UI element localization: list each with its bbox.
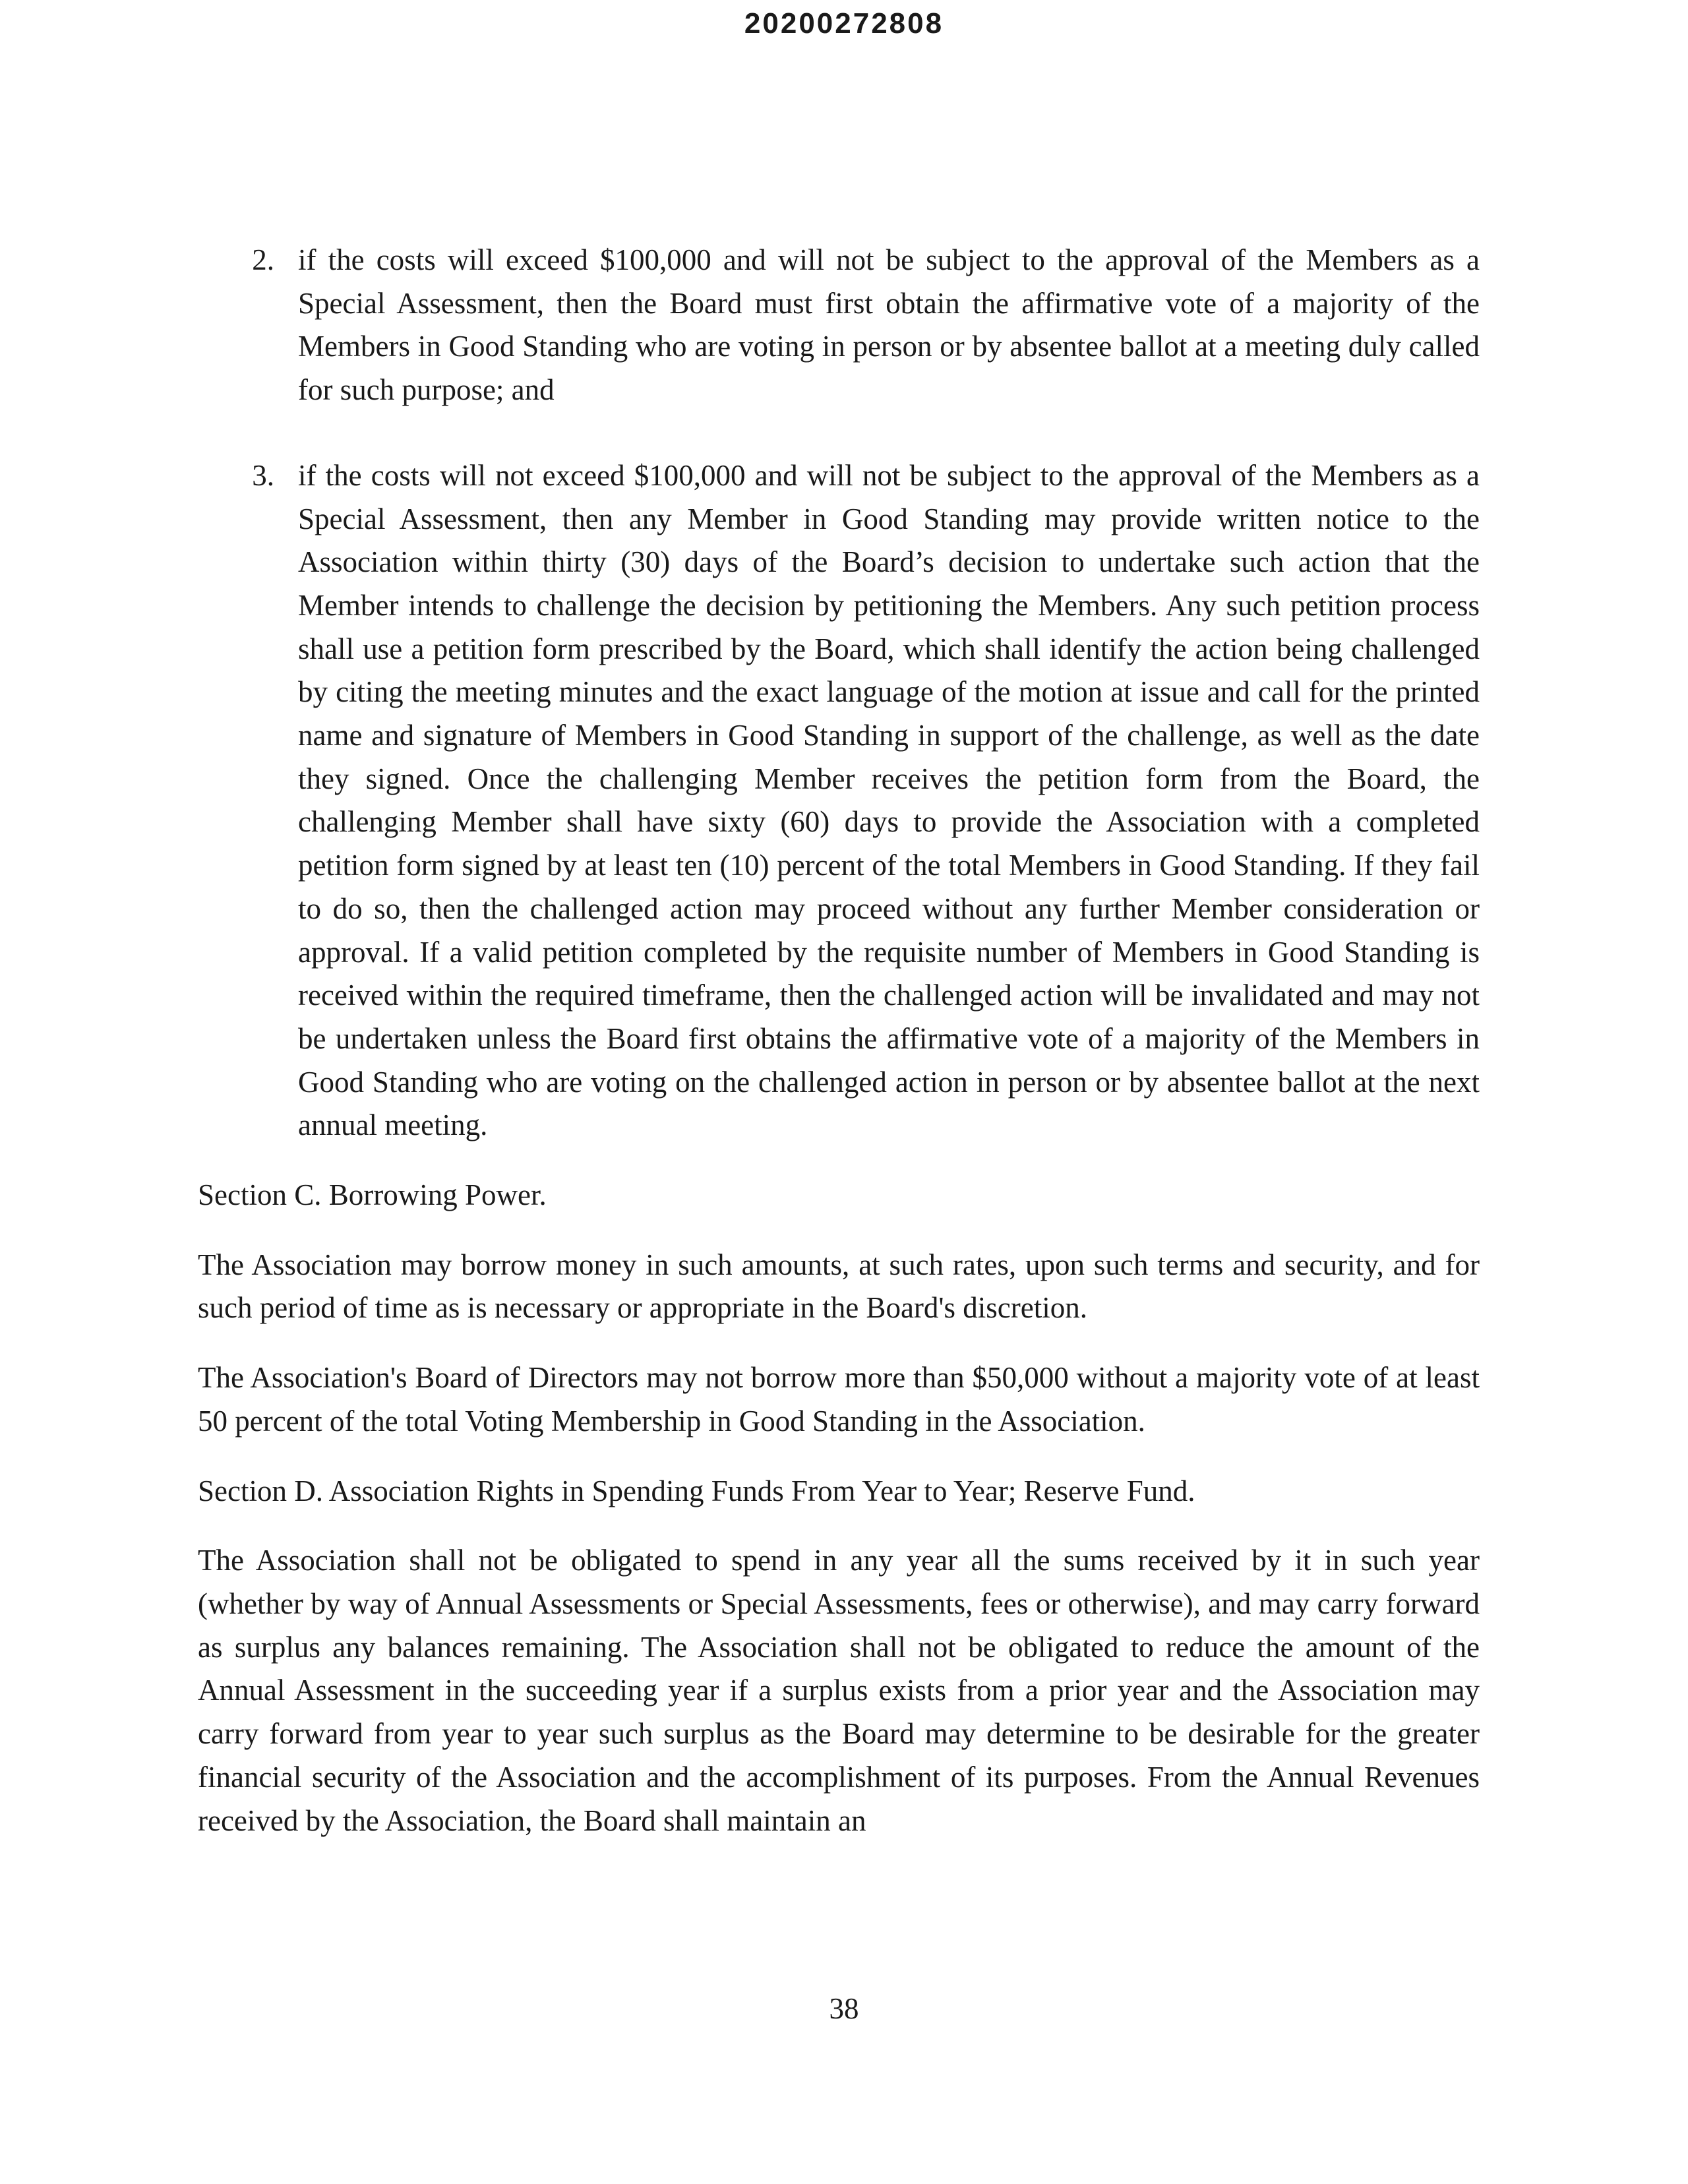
page-number: 38 [829, 1992, 859, 2025]
list-item-number: 2. [252, 243, 274, 276]
section-d-paragraph-1: The Association shall not be obligated to spend in any year all the sums received by it in such year (whether by way of Annual Assessments or Special Assessments, fees or otherwise), and may carry forward as surplus any balances remaining. The Association shall not be obligated to reduce the amount of the Annual Assessment in the succeeding year if a surplus exists from a prior year and the Association may carry forward from year to year such surplus as the Board may determine to be desirable for the greater financial security of the Association and the accomplishment of its purposes. From the Annual Revenues received by the Association, the Board shall maintain an [198, 1544, 1480, 1837]
page-body [198, 239, 1480, 1842]
section-d-heading: Section D. Association Rights in Spending Funds From Year to Year; Reserve Fund. [198, 1474, 1195, 1507]
document-number: 20200272808 [744, 7, 944, 40]
list-item [198, 454, 1480, 1147]
list-item [198, 239, 1480, 412]
section-c-paragraph-2: The Association's Board of Directors may not borrow more than $50,000 without a majority vote of at least 50 percent of the total Voting Membership in Good Standing in the Association. [198, 1361, 1480, 1438]
list-item-number: 3. [252, 458, 274, 492]
list-item-text: if the costs will not exceed $100,000 and will not be subject to the approval of the Members as a Special Assessment, then any Member in Good Standing may provide written notice to the Association within thirty (30) days of the Board’s decision to undertake such action that the Member intends to challenge the decision by petitioning the Members. Any such petition process shall use a petition form prescribed by the Board, which shall identify the action being challenged by citing the meeting minutes and the exact language of the motion at issue and call for the printed name and signature of Members in Good Standing in support of the challenge, as well as the date they signed. Once the challenging Member receives the petition form from the Board, the challenging Member shall have sixty (60) days to provide the Association with a completed petition form signed by at least ten (10) percent of the total Members in Good Standing. If they fail to do so, then the challenged action may proceed without any further Member consideration or approval. If a valid petition completed by the requisite number of Members in Good Standing is received within the required timeframe, then the challenged action will be invalidated and may not be undertaken unless the Board first obtains the affirmative vote of a majority of the Members in Good Standing who are voting on the challenged action in person or by absentee ballot at the next annual meeting. [298, 458, 1480, 1142]
section-c-paragraph-1: The Association may borrow money in such amounts, at such rates, upon such terms and security, and for such period of time as is necessary or appropriate in the Board's discretion. [198, 1248, 1480, 1325]
section-c-heading: Section C. Borrowing Power. [198, 1178, 547, 1212]
list-item-text: if the costs will exceed $100,000 and will not be subject to the approval of the Members as a Special Assessment, then the Board must first obtain the affirmative vote of a majority of the Members in Good Standing who are voting in person or by absentee ballot at a meeting duly called for such purpose; and [298, 243, 1480, 407]
